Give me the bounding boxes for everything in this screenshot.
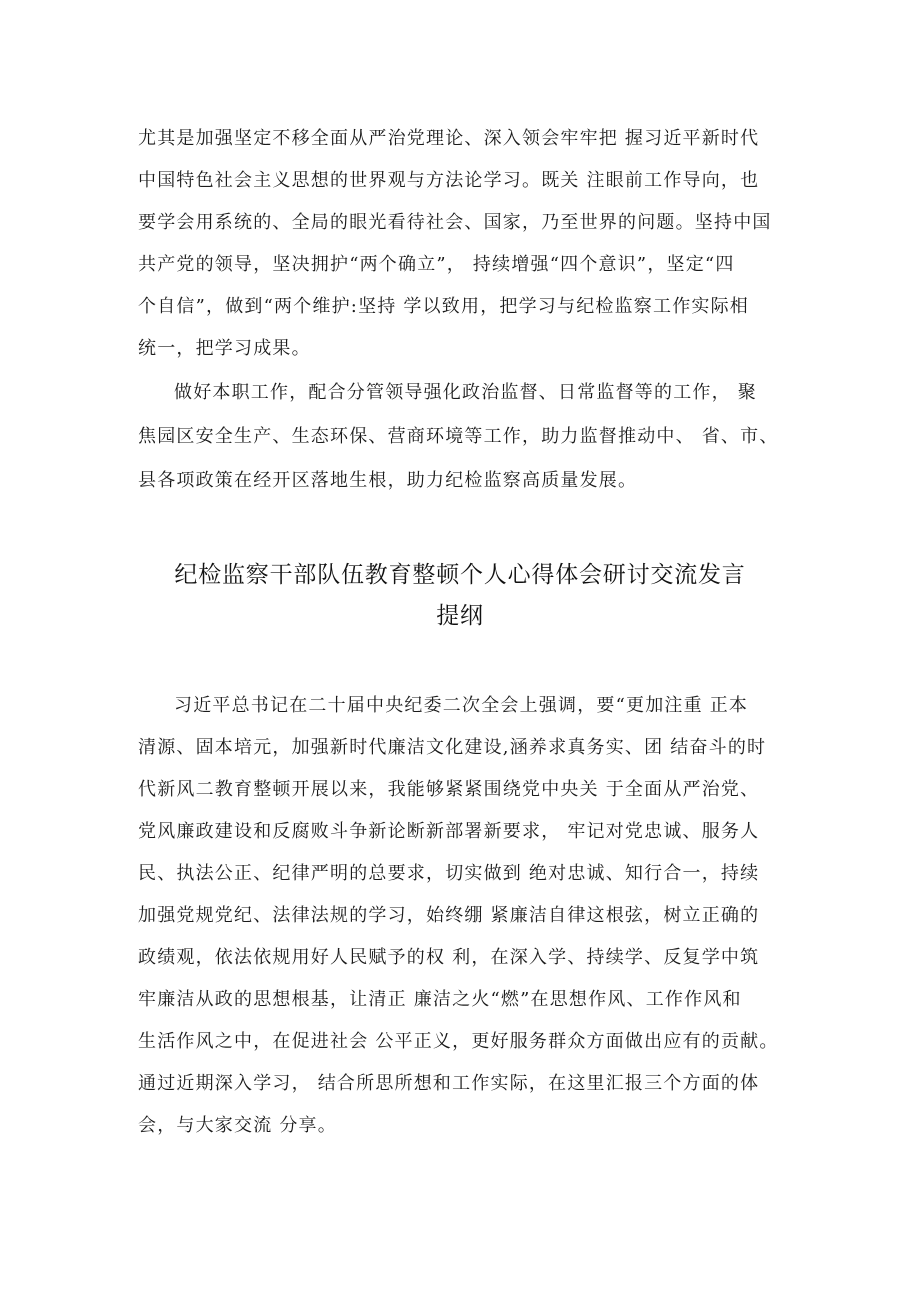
paragraph-2-line-1: 做好本职工作，配合分管领导强化政治监督、日常监督等的工作， 聚	[174, 382, 757, 403]
paragraph-1-line-4: 共产党的领导，坚决拥护“两个确立”， 持续增强“四个意识”，坚定“四	[138, 254, 735, 275]
paragraph-2-line-3: 县各项政策在经开区落地生根，助力纪检监察高质量发展。	[138, 470, 638, 491]
paragraph-1-line-5: 个自信”，做到“两个维护:坚持 学以致用，把学习与纪检监察工作实际相	[138, 296, 749, 317]
paragraph-3-line-3: 代新风二教育整顿开展以来，我能够紧紧围绕党中央关 于全面从严治党、	[138, 779, 760, 800]
paragraph-3-line-8: 牢廉洁从政的思想根基，让清正 廉洁之火“燃”在思想作风、工作作风和	[138, 989, 742, 1010]
paragraph-1-line-3: 要学会用系统的、全局的眼光看待社会、国家，乃至世界的问题。坚持中国	[138, 212, 772, 233]
paragraph-3-line-4: 党风廉政建设和反腐败斗争新论断新部署新要求， 牢记对党忠诚、服务人	[138, 821, 760, 842]
document-title-line-1: 纪检监察干部队伍教育整顿个人心得体会研讨交流发言	[174, 562, 746, 588]
paragraph-1-line-6: 统一，把学习成果。	[138, 338, 311, 359]
paragraph-2-line-2: 焦园区安全生产、生态环保、营商环境等工作，助力监督推动中、 省、市、	[138, 426, 779, 447]
paragraph-3-line-2: 清源、固本培元，加强新时代廉洁文化建设,涵养求真务实、团 结奋斗的时	[138, 737, 767, 758]
paragraph-1-line-2: 中国特色社会主义思想的世界观与方法论学习。既关 注眼前工作导向，也	[138, 170, 760, 191]
paragraph-1-line-1: 尤其是加强坚定不移全面从严治党理论、深入领会牢牢把 握习近平新时代	[138, 128, 760, 149]
document-title-line-2: 提纲	[436, 603, 484, 629]
paragraph-3-line-9: 生活作风之中，在促进社会 公平正义，更好服务群众方面做出应有的贡献。	[138, 1031, 779, 1052]
paragraph-3-line-11: 会，与大家交流 分享。	[138, 1115, 337, 1136]
paragraph-3-line-6: 加强党规党纪、法律法规的学习，始终绷 紧廉洁自律这根弦，树立正确的	[138, 905, 760, 926]
paragraph-3-line-7: 政绩观，依法依规用好人民赋予的权 利，在深入学、持续学、反复学中筑	[138, 947, 760, 968]
paragraph-3-line-10: 通过近期深入学习， 结合所思所想和工作实际，在这里汇报三个方面的体	[138, 1073, 760, 1094]
paragraph-3-line-1: 习近平总书记在二十届中央纪委二次全会上强调，要“更加注重 正本	[174, 695, 749, 716]
paragraph-3-line-5: 民、执法公正、纪律严明的总要求，切实做到 绝对忠诚、知行合一，持续	[138, 863, 760, 884]
